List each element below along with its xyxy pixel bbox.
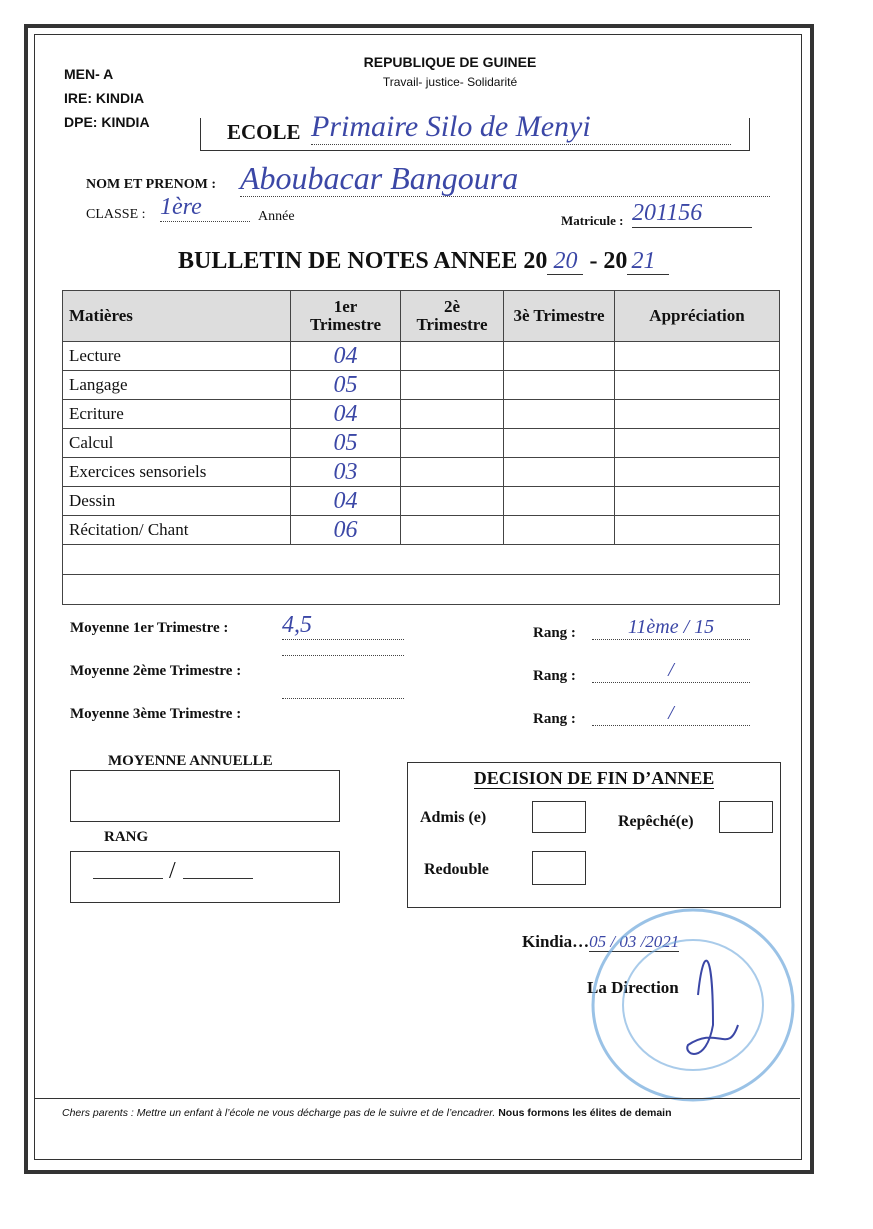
motto: Travail- justice- Solidarité	[382, 75, 518, 89]
appreciation-cell	[615, 429, 780, 458]
average-value	[282, 698, 404, 699]
t1-grade-cell: 05	[291, 429, 401, 458]
redouble-label: Redouble	[424, 861, 489, 878]
rank-line-left	[93, 878, 163, 879]
admis-label: Admis (e)	[420, 809, 487, 826]
school-name: Primaire Silo de Menyi	[311, 110, 731, 145]
class-value: 1ère	[160, 194, 250, 222]
subject-cell: Langage	[63, 371, 291, 400]
bulletin-title	[178, 248, 669, 275]
t2-grade-cell	[401, 487, 504, 516]
appreciation-cell	[615, 516, 780, 545]
stamp-ring-inner	[623, 940, 763, 1070]
header-t2: 2è Trimestre	[401, 291, 504, 342]
empty-cell	[63, 545, 780, 575]
grades-table	[62, 290, 780, 605]
t3-grade-cell	[504, 371, 615, 400]
t1-grade-cell: 05	[291, 371, 401, 400]
t3-grade-cell	[504, 487, 615, 516]
average-value: 4,5	[282, 612, 404, 640]
footer-bold: Nous formons les élites de demain	[498, 1107, 672, 1119]
name-label: NOM ET PRENOM :	[86, 177, 217, 192]
table-row	[63, 371, 780, 400]
t1-grade-cell: 04	[291, 342, 401, 371]
t1-grade-cell: 04	[291, 487, 401, 516]
matricule-value: 201156	[632, 200, 752, 228]
direction-label: La Direction	[587, 978, 679, 997]
subject-cell: Lecture	[63, 342, 291, 371]
t3-grade-cell	[504, 458, 615, 487]
subject-cell: Ecriture	[63, 400, 291, 429]
appreciation-cell	[615, 487, 780, 516]
header-subject: Matières	[63, 291, 291, 342]
ministry-block	[64, 62, 150, 134]
rank-label: Rang :	[533, 711, 576, 727]
t3-grade-cell	[504, 429, 615, 458]
school-box	[200, 110, 750, 151]
empty-row	[63, 575, 780, 605]
subject-cell: Récitation/ Chant	[63, 516, 291, 545]
table-row	[63, 516, 780, 545]
school-stamp	[588, 905, 798, 1105]
republic-title: REPUBLIQUE DE GUINEE	[363, 54, 537, 70]
ire-label: IRE: KINDIA	[64, 90, 145, 106]
admis-checkbox[interactable]	[532, 801, 586, 833]
men-label: MEN- A	[64, 66, 114, 82]
rank-value: 11ème / 15	[592, 616, 750, 640]
subject-cell: Exercices sensoriels	[63, 458, 291, 487]
t2-grade-cell	[401, 371, 504, 400]
school-label: ECOLE	[227, 120, 301, 144]
signature	[687, 961, 738, 1054]
rank-value: /	[592, 702, 750, 726]
annual-rank-box	[70, 851, 340, 903]
subject-cell: Dessin	[63, 487, 291, 516]
t1-grade-cell: 03	[291, 458, 401, 487]
repeche-checkbox[interactable]	[719, 801, 773, 833]
header-t3: 3è Trimestre	[504, 291, 615, 342]
decision-title: DECISION DE FIN D’ANNEE	[473, 768, 715, 788]
appreciation-cell	[615, 400, 780, 429]
average-label: Moyenne 2ème Trimestre :	[70, 663, 242, 679]
class-label: CLASSE :	[86, 207, 146, 222]
year-start: 20	[547, 248, 583, 275]
empty-row	[63, 545, 780, 575]
t2-grade-cell	[401, 458, 504, 487]
t1-grade-cell: 06	[291, 516, 401, 545]
table-header-row	[63, 291, 780, 342]
table-row	[63, 487, 780, 516]
t2-grade-cell	[401, 516, 504, 545]
date-value: 05 / 03 /2021	[589, 932, 680, 951]
t3-grade-cell	[504, 516, 615, 545]
t1-grade-cell: 04	[291, 400, 401, 429]
average-label: Moyenne 1er Trimestre :	[70, 620, 229, 636]
header-appreciation: Appréciation	[615, 291, 780, 342]
rank-label: RANG	[104, 829, 149, 845]
footer-italic: Chers parents : Mettre un enfant à l’école ne vous décharge pas de le suivre et de l’encadrer.	[62, 1107, 496, 1119]
repeche-label: Repêché(e)	[618, 813, 694, 830]
dpe-label: DPE: KINDIA	[64, 114, 150, 130]
table-row	[63, 429, 780, 458]
appreciation-cell	[615, 458, 780, 487]
rank-label: Rang :	[533, 668, 576, 684]
average-label: Moyenne 3ème Trimestre :	[70, 706, 242, 722]
header-t1: 1er Trimestre	[291, 291, 401, 342]
subject-cell: Calcul	[63, 429, 291, 458]
rank-line-right	[183, 878, 253, 879]
class-suffix: Année	[258, 209, 295, 224]
table-row	[63, 400, 780, 429]
appreciation-cell	[615, 342, 780, 371]
t2-grade-cell	[401, 400, 504, 429]
empty-cell	[63, 575, 780, 605]
t2-grade-cell	[401, 429, 504, 458]
t2-grade-cell	[401, 342, 504, 371]
t3-grade-cell	[504, 400, 615, 429]
redouble-checkbox[interactable]	[532, 851, 586, 885]
appreciation-cell	[615, 371, 780, 400]
table-row	[63, 342, 780, 371]
annual-average-box	[70, 770, 340, 822]
decision-box	[407, 762, 781, 908]
footer-divider	[34, 1098, 800, 1099]
average-value	[282, 655, 404, 656]
place-label: Kindia…	[522, 932, 590, 951]
matricule-label: Matricule :	[561, 213, 624, 228]
year-end: 21	[627, 248, 669, 275]
rank-sep: /	[169, 858, 176, 884]
rank-label: Rang :	[533, 625, 576, 641]
student-name: Aboubacar Bangoura	[240, 160, 770, 197]
t3-grade-cell	[504, 342, 615, 371]
table-row	[63, 458, 780, 487]
footer-note	[62, 1107, 672, 1119]
rank-value: /	[592, 659, 750, 683]
annual-label: MOYENNE ANNUELLE	[108, 753, 273, 769]
title-sep: - 20	[583, 248, 628, 274]
title-prefix: BULLETIN DE NOTES ANNEE 20	[178, 248, 548, 274]
